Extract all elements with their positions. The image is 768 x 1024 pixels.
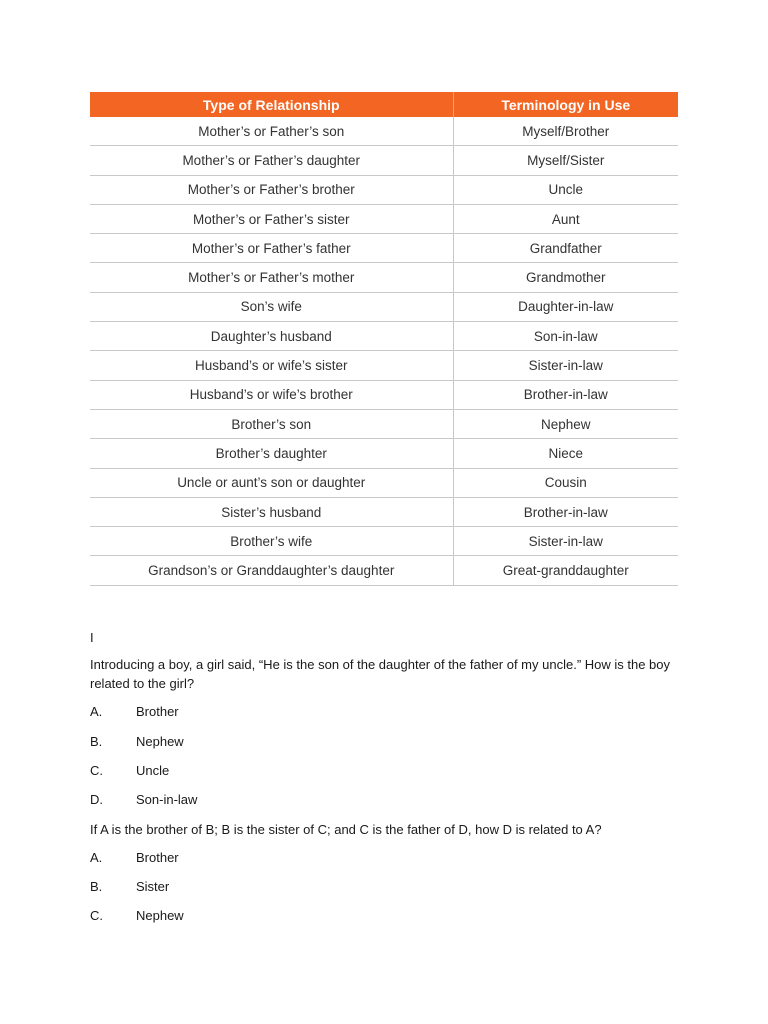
relationship-cell: Mother’s or Father’s sister xyxy=(90,204,453,233)
table-body xyxy=(90,117,678,585)
option-text: Nephew xyxy=(136,908,184,923)
relationship-cell: Daughter’s husband xyxy=(90,322,453,351)
header-type-of-relationship: Type of Relationship xyxy=(90,92,453,117)
terminology-cell: Uncle xyxy=(453,175,678,204)
terminology-cell: Cousin xyxy=(453,468,678,497)
terminology-cell: Brother-in-law xyxy=(453,497,678,526)
terminology-cell: Grandfather xyxy=(453,234,678,263)
terminology-cell: Myself/Sister xyxy=(453,146,678,175)
table-row xyxy=(90,439,678,468)
option-letter: A. xyxy=(90,850,103,865)
question-1-option-b xyxy=(90,733,184,751)
option-text: Sister xyxy=(136,879,170,894)
relationship-cell: Mother’s or Father’s son xyxy=(90,117,453,146)
question-1-option-d xyxy=(90,791,197,809)
option-text: Brother xyxy=(136,850,179,865)
table-row xyxy=(90,556,678,585)
table-row xyxy=(90,292,678,321)
question-2-option-a xyxy=(90,849,179,867)
terminology-cell: Brother-in-law xyxy=(453,380,678,409)
terminology-cell: Sister-in-law xyxy=(453,527,678,556)
terminology-cell: Niece xyxy=(453,439,678,468)
table-row xyxy=(90,409,678,438)
question-2-option-c xyxy=(90,907,184,925)
relationship-cell: Brother’s wife xyxy=(90,527,453,556)
option-text: Nephew xyxy=(136,734,184,749)
relationship-cell: Mother’s or Father’s brother xyxy=(90,175,453,204)
option-text: Uncle xyxy=(136,763,170,778)
terminology-cell: Aunt xyxy=(453,204,678,233)
relationship-cell: Mother’s or Father’s mother xyxy=(90,263,453,292)
table-row xyxy=(90,527,678,556)
table-row xyxy=(90,468,678,497)
relationship-cell: Brother’s daughter xyxy=(90,439,453,468)
terminology-cell: Myself/Brother xyxy=(453,117,678,146)
table-row xyxy=(90,204,678,233)
terminology-cell: Daughter-in-law xyxy=(453,292,678,321)
relationship-cell: Husband’s or wife’s brother xyxy=(90,380,453,409)
option-letter: B. xyxy=(90,879,103,894)
relationship-table xyxy=(90,92,678,586)
question-1-option-c xyxy=(90,762,169,780)
relationship-cell: Uncle or aunt’s son or daughter xyxy=(90,468,453,497)
option-letter: B. xyxy=(90,734,103,749)
table-row xyxy=(90,117,678,146)
option-letter: A. xyxy=(90,704,103,719)
question-1-text: Introducing a boy, a girl said, “He is the son of the daughter of the father of my uncle.” How is the boy related to the girl? xyxy=(90,657,671,691)
stray-character: I xyxy=(90,630,94,645)
question-1-option-a xyxy=(90,703,179,721)
relationship-cell: Son’s wife xyxy=(90,292,453,321)
table-row xyxy=(90,497,678,526)
terminology-cell: Grandmother xyxy=(453,263,678,292)
option-letter: C. xyxy=(90,763,103,778)
table-row xyxy=(90,234,678,263)
relationship-cell: Grandson’s or Granddaughter’s daughter xyxy=(90,556,453,585)
question-2-text: If A is the brother of B; B is the sister of C; and C is the father of D, how D is related to A? xyxy=(90,822,602,837)
table-header-row xyxy=(90,92,678,117)
table-row xyxy=(90,380,678,409)
table-row xyxy=(90,146,678,175)
table-row xyxy=(90,351,678,380)
relationship-cell: Brother’s son xyxy=(90,409,453,438)
relationship-cell: Sister’s husband xyxy=(90,497,453,526)
relationship-cell: Mother’s or Father’s daughter xyxy=(90,146,453,175)
option-text: Brother xyxy=(136,704,179,719)
terminology-cell: Son-in-law xyxy=(453,322,678,351)
option-text: Son-in-law xyxy=(136,792,198,807)
header-terminology-in-use: Terminology in Use xyxy=(453,92,678,117)
table-row xyxy=(90,175,678,204)
table-row xyxy=(90,263,678,292)
relationship-cell: Mother’s or Father’s father xyxy=(90,234,453,263)
option-letter: D. xyxy=(90,792,103,807)
option-letter: C. xyxy=(90,908,103,923)
relationship-cell: Husband’s or wife’s sister xyxy=(90,351,453,380)
table-row xyxy=(90,322,678,351)
terminology-cell: Great-granddaughter xyxy=(453,556,678,585)
terminology-cell: Sister-in-law xyxy=(453,351,678,380)
question-2-option-b xyxy=(90,878,169,896)
terminology-cell: Nephew xyxy=(453,409,678,438)
